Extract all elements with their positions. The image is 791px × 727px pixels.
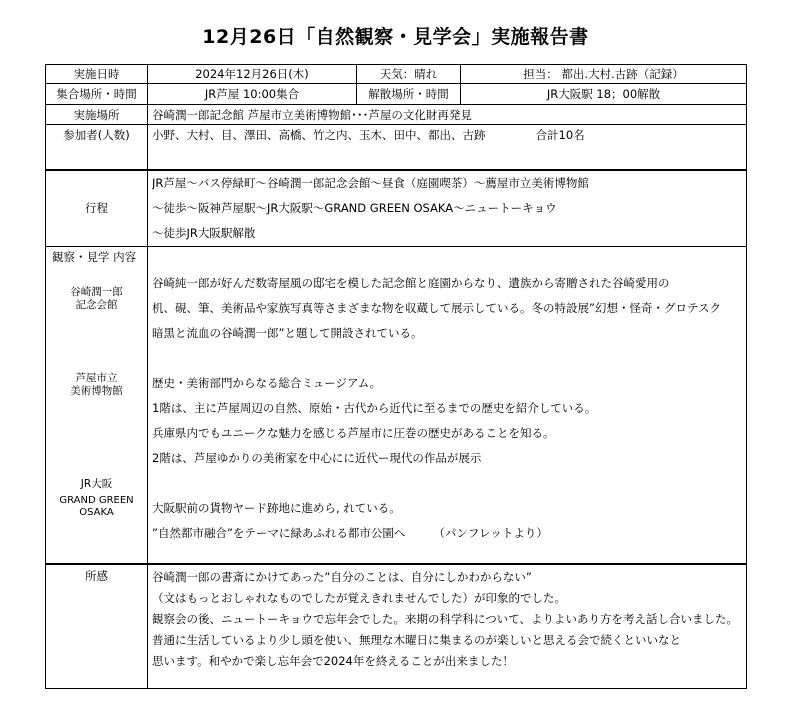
venue-label: 実施場所 — [46, 105, 148, 125]
tanizaki-label: 記念会館 — [75, 298, 118, 311]
staff-value: 担当： 都出.大村.古跡（記録） — [461, 65, 747, 84]
row-impressions — [46, 564, 747, 688]
row-observation — [46, 246, 747, 564]
tanizaki-line: 暗黒と流血の谷崎潤一郎”と題して開設されている。 — [152, 325, 423, 340]
ashiya-line: 歴史・美術部門からなる総合ミュージアム。 — [152, 375, 382, 390]
impressions-line: 普通に生活しているより少し頭を使い、無理な木曜日に集まるのが楽しいと思える会で続くといいなと — [152, 633, 681, 647]
row-venue — [46, 105, 747, 125]
date-label: 実施日時 — [46, 65, 148, 84]
ashiya-label: 美術博物館 — [70, 384, 123, 397]
row-itinerary — [46, 170, 747, 247]
tanizaki-line: 谷崎純一郎が好んだ数寄屋風の邸宅を模した記念館と庭園からなり、遺族から寄贈された谷崎愛用の — [152, 275, 670, 290]
ashiya-line: 2階は、芦屋ゆかりの美術家を中心にに近代ー現代の作品が展示 — [152, 450, 482, 465]
itinerary-line: ～徒歩～阪神芦屋駅～JR大阪駅～GRAND GREEN OSAKA～ニュートーキョウ — [152, 200, 557, 215]
attendees-value — [148, 125, 747, 170]
observation-content — [148, 246, 747, 564]
osaka-line-text: ”自然都市融合”をテーマに緑あふれる都市公園へ — [152, 525, 406, 540]
impressions-line: 思います。和やかで楽し忘年会で2024年を終えることが出来ました！ — [152, 654, 514, 668]
ashiya-line: 1階は、主に芦屋周辺の自然、原始・古代から近代に至るまでの歴史を紹介している。 — [152, 400, 597, 415]
impressions-lines — [148, 564, 747, 688]
observation-heading: 観察・見学 内容 — [52, 249, 137, 264]
tanizaki-line: 机、硯、筆、美術品や家族写真等さまざまな物を収蔵して展示している。冬の特設展”幻想・怪奇・グロテスク — [152, 300, 721, 315]
itinerary-lines — [148, 170, 747, 247]
impressions-line: 谷崎潤一郎の書斎にかけてあった”自分のことは、自分にしかわからない” — [152, 570, 532, 584]
osaka-label: JR大阪 — [80, 477, 113, 490]
meet-value: JR芦屋 10:00集合 — [148, 84, 357, 105]
dismiss-value: JR大阪駅 18；00解散 — [461, 84, 747, 105]
attendees-names: 小野、大村、目、澤田、高橋、竹之内、玉木、田中、都出、古跡 — [152, 128, 486, 142]
itinerary-line: JR芦屋～バス停緑町～谷崎潤一郎記念会館～昼食（庭園喫茶）～薦屋市立美術博物館 — [152, 175, 589, 190]
osaka-label: GRAND GREEN — [59, 494, 134, 506]
observation-labels — [46, 246, 148, 564]
attendees-count: 合計10名 — [535, 128, 585, 142]
osaka-line: 大阪駅前の貨物ヤード跡地に進めら, れている。 — [152, 500, 401, 515]
itinerary-line: ～徒歩JR大阪駅解散 — [152, 225, 256, 240]
impressions-line: （文はもっとおしゃれなものでしたが覚えきれませんでした）が印象的でした。 — [152, 591, 566, 605]
report-title: 12月26日「自然観察・見学会」実施報告書 — [202, 26, 589, 48]
tanizaki-label: 谷崎潤一郎 — [70, 285, 123, 298]
meet-label: 集合場所・時間 — [46, 84, 148, 105]
ashiya-line: 兵庫県内でもユニークな魅力を感じる芦屋市に圧巻の歴史があることを知る。 — [152, 425, 555, 440]
weather-value: 天気：晴れ — [357, 65, 461, 84]
attendees-label: 参加者(人数) — [46, 125, 148, 170]
row-attendees — [46, 125, 747, 170]
dismiss-label: 解散場所・時間 — [357, 84, 461, 105]
venue-value: 谷崎潤一郎記念館 芦屋市立美術博物館･･･芦屋の文化財再発見 — [148, 105, 747, 125]
row-meeting — [46, 84, 747, 105]
pamphlet-note: （パンフレットより） — [433, 525, 548, 540]
impressions-label: 所感 — [46, 564, 148, 688]
date-value: 2024年12月26日(木) — [148, 65, 357, 84]
osaka-label: OSAKA — [79, 506, 114, 518]
row-date — [46, 65, 747, 84]
impressions-line: 観察会の後、ニュートーキョウで忘年会でした。来期の科学科について、よりよいあり方を考え話し合いました。 — [152, 612, 739, 626]
itinerary-label: 行程 — [46, 170, 148, 247]
osaka-line — [152, 521, 742, 546]
report-table — [45, 64, 747, 689]
ashiya-label: 芦屋市立 — [75, 371, 118, 384]
